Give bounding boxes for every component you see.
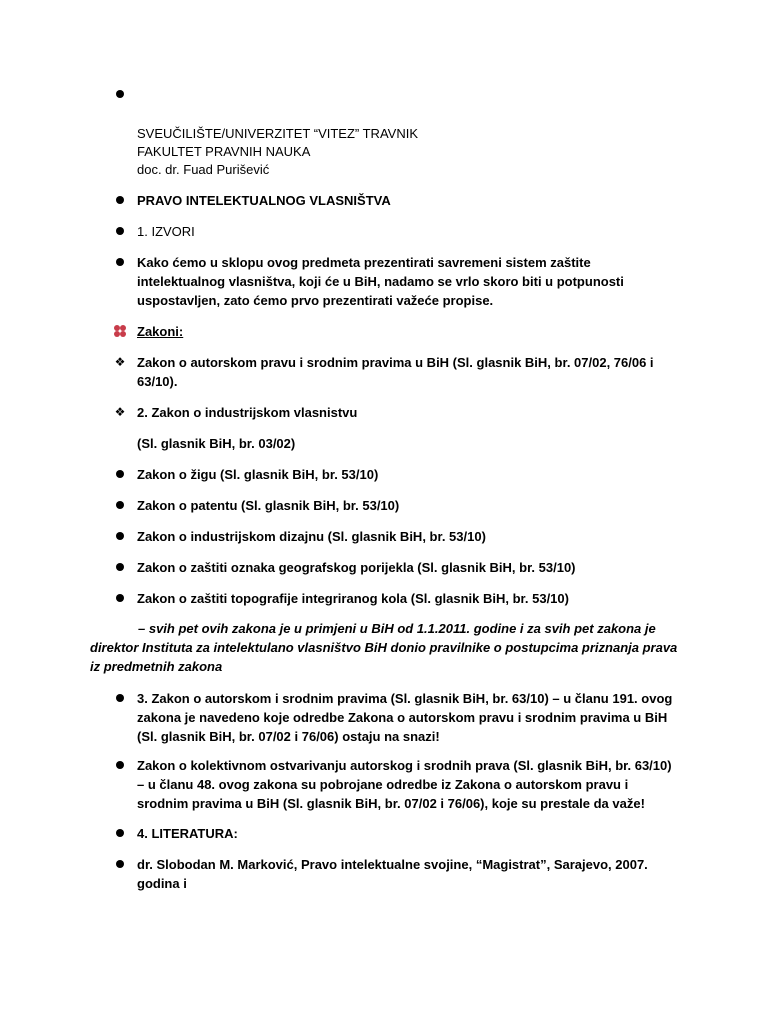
- author-name: doc. dr. Fuad Purišević: [137, 162, 270, 177]
- law-reference: (Sl. glasnik BiH, br. 03/02): [137, 436, 296, 451]
- flower-bullet-icon: [113, 322, 127, 343]
- bullet-dot-icon: [113, 465, 127, 478]
- university-name: SVEUČILIŠTE/UNIVERZITET “VITEZ” TRAVNIK: [137, 126, 418, 141]
- bullet-dot-icon: [113, 222, 127, 235]
- law-text: Zakon o zaštiti oznaka geografskog porijekla (Sl. glasnik BiH, br. 53/10): [137, 560, 576, 575]
- zakoni-heading: Zakoni:: [137, 324, 184, 339]
- diamond-bullet-icon: ❖: [114, 405, 126, 419]
- document-title: PRAVO INTELEKTUALNOG VLASNIŠTVA: [137, 193, 391, 208]
- faculty-name: FAKULTET PRAVNIH NAUKA: [137, 144, 311, 159]
- bullet-dot-icon: [113, 496, 127, 509]
- empty-bullet: [113, 85, 678, 104]
- bullet-dot-icon: [113, 824, 127, 837]
- law-text: 3. Zakon o autorskom i srodnim pravima (Sl. glasnik BiH, br. 63/10) – u članu 191. ovog zakona je navedeno koje odredbe Zakona o autorskom pravu i srodnim pravima u BiH (Sl. glasnik BiH, br. 07/02 i 76/06) ostaju na snazi!: [137, 691, 673, 744]
- literature-entry: dr. Slobodan M. Marković, Pravo intelektualne svojine, “Magistrat”, Sarajevo, 2007. godina i: [137, 857, 648, 891]
- law-text: Zakon o žigu (Sl. glasnik BiH, br. 53/10): [137, 467, 379, 482]
- header-block: [137, 125, 418, 179]
- bullet-dot-icon: [113, 191, 127, 204]
- law-text: Zakon o autorskom pravu i srodnim pravima u BiH (Sl. glasnik BiH, br. 07/02, 76/06 i 63/10).: [137, 355, 654, 389]
- law-text: 2. Zakon o industrijskom vlasnistvu: [137, 405, 358, 420]
- intro-paragraph: Kako ćemo u sklopu ovog predmeta prezentirati savremeni sistem zaštite intelektualnog vlasništva, koji će u BiH, nadamo se vrlo skoro biti u potpunosti uspostavljen, zato ćemo prvo prezentirati važeće propise.: [137, 255, 624, 308]
- law-text: Zakon o patentu (Sl. glasnik BiH, br. 53/10): [137, 498, 400, 513]
- bullet-dot-icon: [113, 589, 127, 602]
- law-text: Zakon o kolektivnom ostvarivanju autorskog i srodnih prava (Sl. glasnik BiH, br. 63/10) – u članu 48. ovog zakona su pobrojane odredbe iz Zakona o autorskom pravu i srodnim pravima u BiH (Sl. glasnik BiH, br. 07/02 i 76/06), koje su prestale da važe!: [137, 758, 672, 811]
- note-continuation: direktor Instituta za intelektulano vlasništvo BiH donio pravilnike o postupcima priznanja prava iz predmetnih zakona: [90, 640, 678, 674]
- diamond-bullet-icon: ❖: [114, 355, 126, 369]
- bullet-dot-icon: [113, 855, 127, 868]
- section-heading: 1. IZVORI: [137, 224, 195, 239]
- bullet-dot-icon: [113, 756, 127, 769]
- bullet-dot-icon: [113, 85, 127, 98]
- bullet-dot-icon: [113, 689, 127, 702]
- note-first-line: – svih pet ovih zakona je u primjeni u BiH od 1.1.2011. godine i za svih pet zakona je: [138, 621, 656, 636]
- law-text: Zakon o industrijskom dizajnu (Sl. glasnik BiH, br. 53/10): [137, 529, 486, 544]
- note-paragraph: [90, 619, 683, 676]
- section-heading: 4. LITERATURA:: [137, 826, 238, 841]
- bullet-dot-icon: [113, 253, 127, 266]
- bullet-dot-icon: [113, 558, 127, 571]
- law-text: Zakon o zaštiti topografije integriranog kola (Sl. glasnik BiH, br. 53/10): [137, 591, 569, 606]
- bullet-dot-icon: [113, 527, 127, 540]
